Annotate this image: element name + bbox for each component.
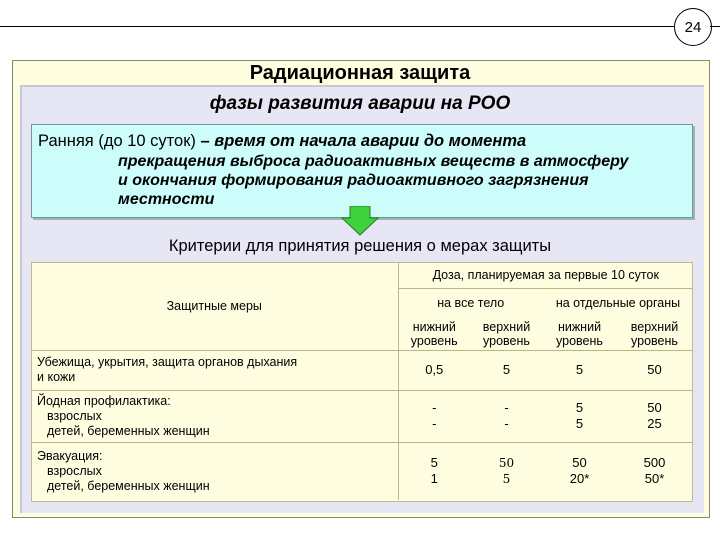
value-cell [398,442,470,500]
value-cell [470,442,543,500]
measure-line: взрослых [47,463,102,478]
measure-cell [31,350,398,390]
whole-body-lower-header: нижний уровень [398,318,470,350]
page-number: 24 [674,8,712,46]
early-phase-first-line [38,132,526,151]
dose-header: Доза, планируемая за первые 10 суток [398,262,693,288]
value-line: 50* [644,471,665,487]
early-phase-label: Ранняя [38,132,94,150]
early-phase-period: (до 10 суток) [98,132,196,150]
measure-line: Эвакуация: [37,448,103,463]
measure-line: Йодная профилактика: [37,393,171,408]
early-phase-line-2: прекращения выброса радиоактивных веществ в атмосферу [118,153,629,170]
value-cell [616,390,693,442]
table-row [31,350,693,390]
value-cell [616,442,693,500]
value-line: 1 [430,471,438,487]
organs-lower-header: нижний уровень [543,318,616,350]
value-line: - [432,416,437,431]
table-row [31,442,693,500]
whole-body-header: на все тело [437,296,505,311]
page-title: Радиационная защита [249,62,471,84]
measure-line: взрослых [47,408,102,423]
value-line: 50 [572,455,587,471]
value-cell [543,390,616,442]
value-line: - [504,400,509,415]
value-cell: 5 [543,350,616,390]
early-phase-dash: – [200,132,210,150]
value-cell [543,442,616,500]
measures-header [31,262,398,350]
value-line: 20* [569,471,590,487]
value-cell: 50 [616,350,693,390]
organs-upper-header: верхний уровень [616,318,693,350]
down-arrow-icon [340,206,380,236]
early-phase-line-4: местности [118,191,215,208]
value-line: 500 [643,455,666,471]
early-phase-line-1: время от начала аварии до момента [214,132,527,150]
value-cell: 5 [470,350,543,390]
early-phase-line-3: и окончания формирования радиоактивного загрязнения [118,172,589,189]
measures-header-text: Защитные меры [166,298,262,313]
measure-cell [31,390,398,442]
value-line: 5 [575,400,584,415]
value-line: 5 [430,455,438,471]
value-line: 5 [502,472,511,487]
value-line: 50 [498,456,515,471]
organs-header: на отдельные органы [555,296,681,311]
header-rule [0,26,675,27]
value-line: 25 [647,416,662,431]
value-line: - [504,416,509,431]
measure-line: Убежища, укрытия, защита органов дыхания [37,355,298,369]
whole-body-upper-header: верхний уровень [470,318,543,350]
value-line: 5 [575,416,584,431]
page-subtitle: фазы развития аварии на РОО [209,93,511,114]
value-line: 50 [647,400,662,415]
value-line: - [432,400,437,415]
early-phase-box [31,124,693,218]
value-cell [470,390,543,442]
value-cell: 0,5 [398,350,470,390]
criteria-heading: Критерии для принятия решения о мерах защиты [168,237,552,255]
criteria-table [31,262,693,500]
measure-line: и кожи [37,370,76,384]
measure-line: детей, беременных женщин [47,423,210,438]
table-row [31,390,693,442]
value-cell [398,390,470,442]
measure-cell [31,442,398,500]
measure-line: детей, беременных женщин [47,478,210,493]
